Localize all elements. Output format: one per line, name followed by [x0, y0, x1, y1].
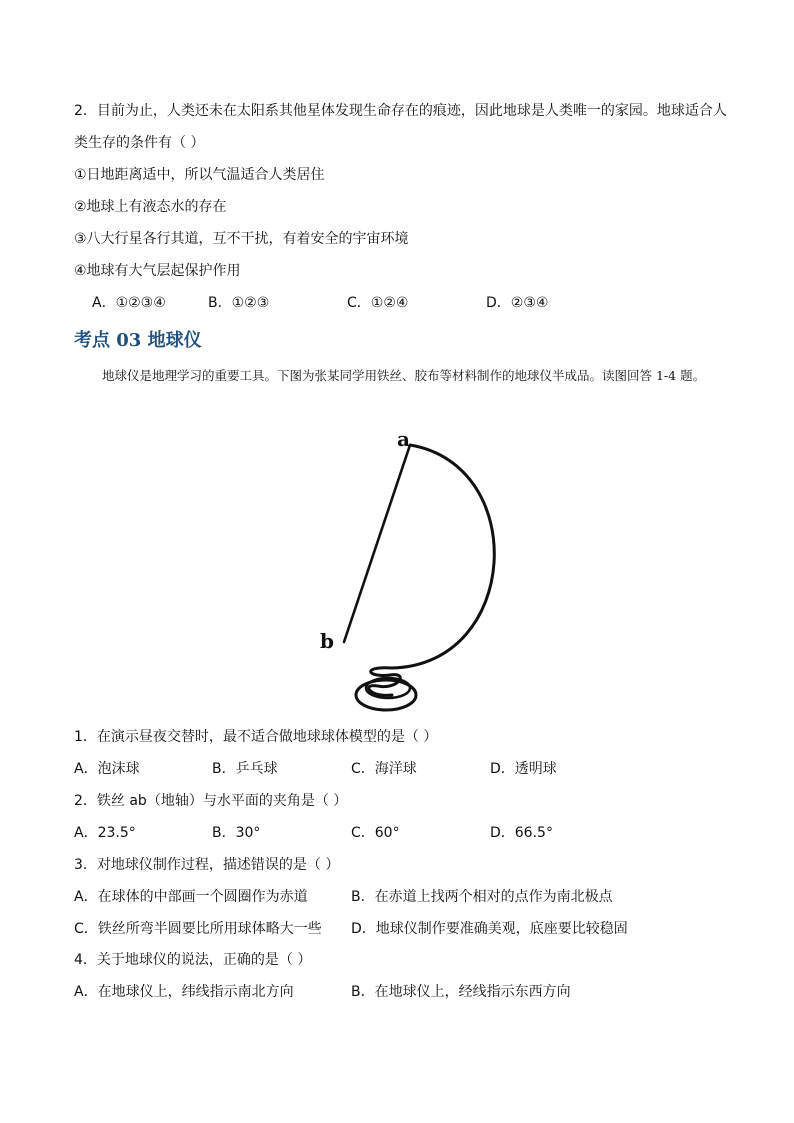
q2-option-b: B．30°: [212, 825, 261, 841]
q3-option-d: D．地球仪制作要准确美观，底座要比较稳固: [351, 921, 628, 937]
option-b: B．①②③: [208, 295, 270, 311]
q2-option-c: C．60°: [351, 825, 400, 841]
q1-option-a: A．泡沫球: [74, 761, 140, 777]
label-a: a: [397, 427, 410, 451]
q2-option-d: D．66.5°: [490, 825, 553, 841]
statement-2: ②地球上有液态水的存在: [74, 199, 227, 215]
option-c: C．①②④: [347, 295, 409, 311]
question-stem-line: 2．目前为止，人类还未在太阳系其他星体发现生命存在的痕迹，因此地球是人类唯一的家园。地球适合人: [74, 103, 727, 119]
question-stem-line: 类生存的条件有（ ）: [74, 135, 205, 151]
section-title: 考点 03 地球仪: [74, 330, 202, 351]
axis-wire-ab: [344, 445, 410, 642]
label-b: b: [320, 629, 334, 653]
q4-option-b: B．在地球仪上，经线指示东西方向: [351, 984, 571, 1000]
q1-option-c: C．海洋球: [351, 761, 417, 777]
q1-option-d: D．透明球: [490, 761, 557, 777]
question-4-stem: 4．关于地球仪的说法，正确的是（ ）: [74, 952, 312, 968]
question-1-stem: 1．在演示昼夜交替时，最不适合做地球球体模型的是（ ）: [74, 729, 438, 745]
q2-option-a: A．23.5°: [74, 825, 136, 841]
q4-option-a: A．在地球仪上，纬线指示南北方向: [74, 984, 294, 1000]
q1-option-b: B．乒乓球: [212, 761, 278, 777]
q3-option-b: B．在赤道上找两个相对的点作为南北极点: [351, 889, 613, 905]
statement-3: ③八大行星各行其道，互不干扰，有着安全的宇宙环境: [74, 231, 409, 247]
q3-option-a: A．在球体的中部画一个圆圈作为赤道: [74, 889, 308, 905]
q3-option-c: C．铁丝所弯半圆要比所用球体略大一些: [74, 921, 322, 937]
statement-4: ④地球有大气层起保护作用: [74, 263, 241, 279]
statement-1: ①日地距离适中，所以气温适合人类居住: [74, 167, 325, 183]
half-circle-wire: [392, 445, 494, 668]
globe-frame-figure: [300, 420, 520, 720]
option-a: A．①②③④: [92, 295, 166, 311]
option-d: D．②③④: [486, 295, 549, 311]
section-intro: 地球仪是地理学习的重要工具。下图为张某同学用铁丝、胶布等材料制作的地球仪半成品。读图回答 1-4 题。: [102, 368, 706, 383]
question-2-stem: 2．铁丝 ab（地轴）与水平面的夹角是（ ）: [74, 793, 348, 809]
question-3-stem: 3．对地球仪制作过程，描述错误的是（ ）: [74, 857, 340, 873]
